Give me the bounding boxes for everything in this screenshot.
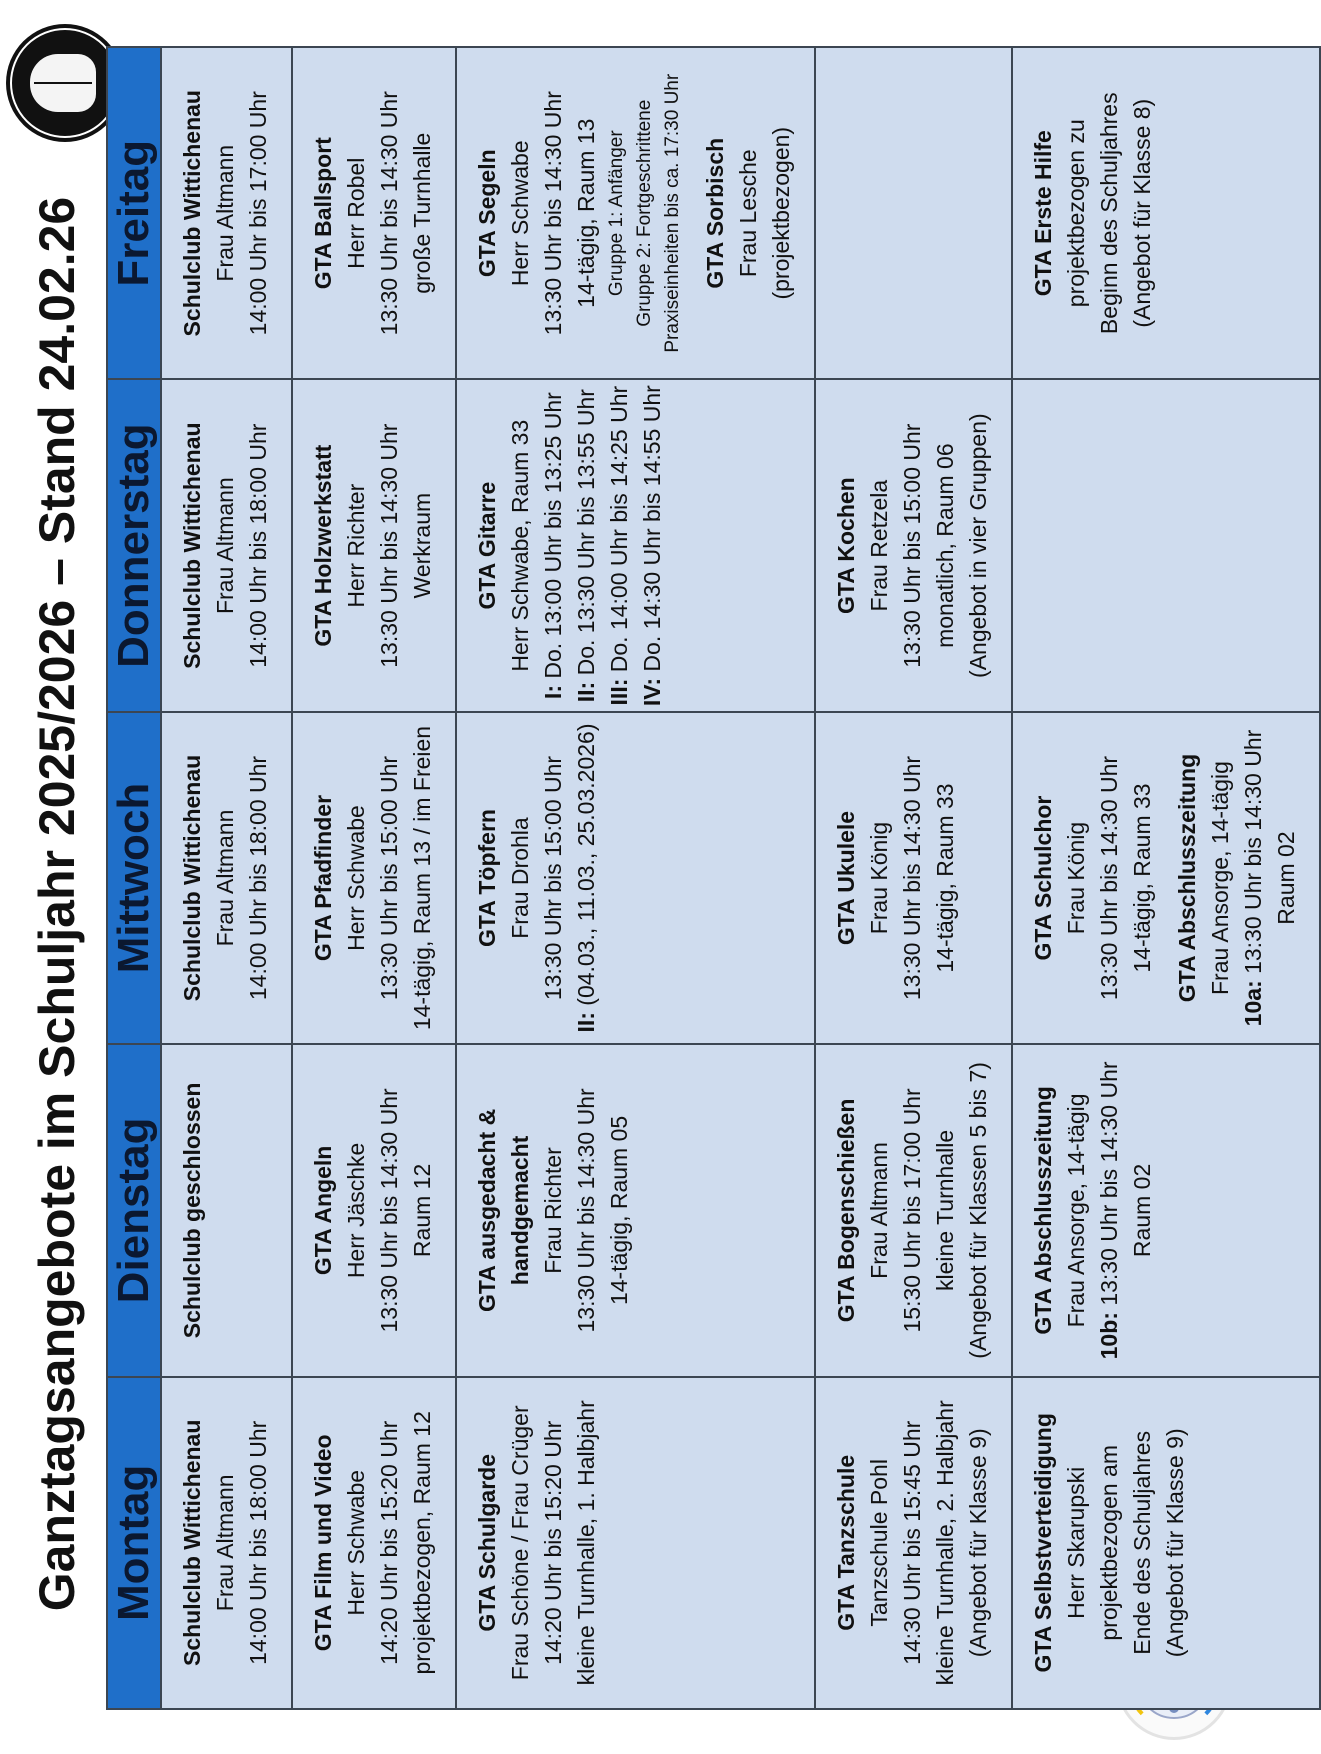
schedule-cell [815, 1044, 1012, 1376]
activity-detail: 14:00 Uhr bis 17:00 Uhr [245, 91, 271, 336]
activity-detail: monatlich, Raum 06 [932, 443, 958, 648]
activity-entry [471, 382, 669, 708]
activity-detail: Herr Schwabe [343, 1469, 369, 1616]
activity-title: GTA Schulchor [1030, 795, 1056, 961]
schedule-cell [292, 379, 456, 711]
activity-title: GTA Pfadfinder [310, 794, 336, 962]
activity-title: GTA Segeln [474, 149, 500, 278]
activity-title: Schulclub Wittichenau [179, 1419, 205, 1667]
schedule-cell [456, 712, 815, 1044]
group-time: (04.03., 11.03., 25.03.2026) [573, 723, 599, 1013]
activity-note: Praxiseinheiten bis ca. 17:30 Uhr [662, 73, 683, 353]
activity-detail: Herr Robel [343, 157, 369, 269]
activity-detail: 13:30 Uhr bis 14:30 Uhr [573, 1088, 599, 1333]
group-time: 13:30 Uhr bis 14:30 Uhr [1096, 1061, 1122, 1313]
activity-detail: Raum 12 [409, 1163, 435, 1258]
schedule-cell [161, 1044, 292, 1376]
activity-entry [1027, 50, 1159, 376]
activity-entry [1027, 715, 1159, 1041]
activity-title: GTA Bogenschießen [833, 1098, 859, 1323]
activity-title: GTA Film und Video [310, 1434, 336, 1652]
activity-detail: Frau Lesche [735, 149, 761, 278]
activity-detail: 13:30 Uhr bis 15:00 Uhr [899, 423, 925, 668]
activity-detail: Frau Ansorge, 14-tägig [1063, 1093, 1089, 1328]
activity-entry [307, 382, 439, 708]
activity-entry [307, 50, 439, 376]
activity-title: GTA Kochen [833, 477, 859, 614]
schedule-line [570, 382, 603, 708]
activity-title: GTA Ballsport [310, 137, 336, 290]
activity-detail: 13:30 Uhr bis 14:30 Uhr [1096, 755, 1122, 1001]
schedule-cell [161, 379, 292, 711]
group-time: Do. 13:30 Uhr bis 13:55 Uhr [573, 389, 599, 682]
schedule-cell [1012, 1044, 1320, 1376]
activity-detail: Frau Retzela [866, 479, 892, 612]
schedule-cell [1012, 712, 1320, 1044]
activity-detail: Frau Richter [540, 1147, 566, 1274]
activity-detail: 15:30 Uhr bis 17:00 Uhr [899, 1088, 925, 1333]
table-row [1012, 47, 1320, 1709]
activity-entry [176, 715, 275, 1041]
activity-title: GTA Angeln [310, 1145, 336, 1276]
activity-title: GTA Tanzschule [833, 1454, 859, 1631]
timetable-body [161, 47, 1320, 1709]
day-header-tuesday: Dienstag [107, 1044, 161, 1376]
activity-detail: Raum 02 [1273, 831, 1299, 925]
day-header-monday: Montag [107, 1377, 161, 1709]
schedule-line [537, 382, 570, 708]
activity-detail: (Angebot für Klasse 9) [1162, 1428, 1188, 1658]
schedule-cell [161, 712, 292, 1044]
activity-detail: Frau Altmann [866, 1142, 892, 1279]
activity-title: GTA Schulgarde [474, 1453, 500, 1632]
activity-detail: kleine Turnhalle, 2. Halbjahr [932, 1400, 958, 1686]
activity-detail: (Angebot für Klasse 8) [1129, 98, 1155, 328]
activity-detail: 13:30 Uhr bis 14:30 Uhr [376, 91, 402, 336]
activity-title: GTA Abschlusszeitung [1030, 1086, 1056, 1335]
activity-detail: Herr Schwabe, Raum 33 [507, 419, 533, 672]
activity-entry [307, 1047, 439, 1373]
table-row [456, 47, 815, 1709]
activity-title: GTA Sorbisch [702, 137, 728, 289]
schedule-cell [1012, 47, 1320, 379]
activity-detail: projektbezogen am [1096, 1445, 1122, 1641]
activity-detail: 14:30 Uhr bis 15:45 Uhr [899, 1420, 925, 1665]
schedule-line [603, 382, 636, 708]
activity-entry [307, 1380, 439, 1706]
activity-entry [176, 1380, 275, 1706]
schedule-cell [815, 712, 1012, 1044]
activity-detail: Herr Skarupski [1063, 1466, 1089, 1619]
activity-detail: 14:00 Uhr bis 18:00 Uhr [245, 755, 271, 1001]
activity-title: GTA Erste Hilfe [1030, 130, 1056, 297]
empty-cell [1012, 379, 1320, 711]
activity-detail: Herr Jäschke [343, 1142, 369, 1279]
activity-detail: Raum 02 [1129, 1163, 1155, 1258]
activity-entry [471, 1047, 636, 1373]
activity-detail: Frau Drohla [507, 817, 533, 939]
page-title: Ganztagsangebote im Schuljahr 2025/2026 – Stand 24.02.26 [29, 196, 85, 1612]
activity-entry [471, 1380, 603, 1706]
schedule-cell [456, 1044, 815, 1376]
activity-entry [830, 1380, 995, 1706]
activity-detail: Frau Altmann [212, 1474, 238, 1612]
activity-detail: Frau Ansorge, 14-tägig [1207, 761, 1233, 996]
activity-detail: 13:30 Uhr bis 15:00 Uhr [540, 755, 566, 1001]
activity-detail: Beginn des Schuljahres [1096, 92, 1122, 335]
activity-detail: Tanzschule Pohl [866, 1459, 892, 1627]
activity-detail: projektbezogen zu [1063, 119, 1089, 308]
activity-detail: 14-tägig, Raum 33 [1129, 783, 1155, 973]
activity-detail: 13:30 Uhr bis 14:30 Uhr [899, 755, 925, 1001]
group-tag: I: [540, 685, 566, 700]
activity-entry [176, 382, 275, 708]
group-tag: IV: [639, 677, 665, 707]
activity-detail: Frau Altmann [212, 144, 238, 282]
activity-detail: 13:30 Uhr bis 14:30 Uhr [376, 1088, 402, 1333]
activity-detail: Herr Schwabe [343, 805, 369, 951]
activity-detail: Ende des Schuljahres [1129, 1430, 1155, 1655]
activity-detail: (Angebot für Klasse 9) [965, 1428, 991, 1658]
activity-title: Schulclub Wittichenau [179, 754, 205, 1002]
activity-title: Schulclub geschlossen [179, 1082, 205, 1339]
activity-detail: Frau Altmann [212, 477, 238, 615]
activity-detail: 13:30 Uhr bis 14:30 Uhr [376, 423, 402, 668]
activity-detail: Frau König [866, 821, 892, 935]
schedule-cell [1012, 1377, 1320, 1709]
activity-detail: 14-tägig, Raum 13 / im Freien [409, 725, 435, 1031]
timetable [106, 46, 1321, 1710]
activity-detail: kleine Turnhalle, 1. Halbjahr [573, 1400, 599, 1686]
activity-title: Schulclub Wittichenau [179, 90, 205, 337]
activity-title: GTA Töpfern [474, 809, 500, 948]
table-row [161, 47, 292, 1709]
activity-entry [471, 50, 687, 376]
schedule-cell [292, 1044, 456, 1376]
table-row [815, 47, 1012, 1709]
activity-detail: 14:00 Uhr bis 18:00 Uhr [245, 423, 271, 668]
activity-title: GTA Ukulele [833, 810, 859, 946]
activity-entry [1027, 1047, 1159, 1373]
group-time: Do. 14:00 Uhr bis 14:25 Uhr [606, 385, 632, 679]
group-tag: II: [573, 681, 599, 703]
schedule-cell [292, 47, 456, 379]
activity-detail: kleine Turnhalle [932, 1129, 958, 1291]
activity-title: GTA Holzwerkstatt [310, 444, 336, 647]
schedule-cell [292, 1377, 456, 1709]
activity-detail: Frau Altmann [212, 809, 238, 947]
activity-detail: 13:30 Uhr bis 14:30 Uhr [540, 91, 566, 336]
activity-title: GTA Abschlusszeitung [1174, 753, 1200, 1003]
activity-entry [830, 1047, 995, 1373]
activity-detail: 14-tägig, Raum 33 [932, 783, 958, 973]
group-tag: III: [606, 678, 632, 706]
schedule-cell [456, 1377, 815, 1709]
schedule-cell [292, 712, 456, 1044]
empty-cell [815, 47, 1012, 379]
activity-title: GTA ausgedacht & handgemacht [474, 1108, 533, 1313]
activity-entry [699, 50, 798, 376]
activity-entry [176, 1047, 209, 1373]
group-tag: II: [573, 1012, 599, 1033]
schedule-line [1237, 715, 1270, 1041]
day-header-row [107, 47, 161, 1709]
activity-title: Schulclub Wittichenau [179, 422, 205, 669]
activity-title: GTA Gitarre [474, 481, 500, 610]
activity-detail: projektbezogen, Raum 12 [409, 1411, 435, 1675]
activity-detail: 14:00 Uhr bis 18:00 Uhr [245, 1420, 271, 1665]
activity-note: Gruppe 1: Anfänger [606, 130, 627, 297]
schedule-line [1093, 1047, 1126, 1373]
activity-entry [471, 715, 603, 1041]
activity-detail: 14:20 Uhr bis 15:20 Uhr [540, 1420, 566, 1665]
activity-detail: 14:20 Uhr bis 15:20 Uhr [376, 1420, 402, 1665]
schedule-line [636, 382, 669, 708]
group-tag: 10b: [1096, 1312, 1122, 1360]
activity-detail: Werkraum [409, 492, 435, 599]
group-time: Do. 13:00 Uhr bis 13:25 Uhr [540, 392, 566, 685]
activity-entry [1027, 1380, 1192, 1706]
activity-detail: 13:30 Uhr bis 15:00 Uhr [376, 755, 402, 1001]
activity-entry [1171, 715, 1303, 1041]
schedule-cell [161, 1377, 292, 1709]
table-row [292, 47, 456, 1709]
activity-entry [176, 50, 275, 376]
day-header-thursday: Donnerstag [107, 379, 161, 711]
activity-entry [307, 715, 439, 1041]
activity-note: Gruppe 2: Fortgeschrittene [634, 99, 655, 327]
activity-detail: (Angebot in vier Gruppen) [965, 413, 991, 678]
activity-entry [830, 382, 995, 708]
activity-detail: (Angebot für Klassen 5 bis 7) [965, 1062, 991, 1359]
activity-entry [830, 715, 962, 1041]
activity-detail: (projektbezogen) [768, 126, 794, 300]
activity-detail: Herr Richter [343, 483, 369, 608]
group-time: 13:30 Uhr bis 14:30 Uhr [1240, 729, 1266, 981]
group-time: Do. 14:30 Uhr bis 14:55 Uhr [639, 385, 665, 678]
activity-detail: 14-tägig, Raum 05 [606, 1115, 632, 1306]
activity-detail: Frau Schöne / Frau Crüger [507, 1405, 533, 1681]
schedule-cell [815, 1377, 1012, 1709]
activity-title: GTA Selbstverteidigung [1030, 1413, 1056, 1673]
schedule-cell [161, 47, 292, 379]
day-header-friday: Freitag [107, 47, 161, 379]
schedule-line [570, 715, 603, 1041]
activity-detail: Herr Schwabe [507, 140, 533, 287]
day-header-wednesday: Mittwoch [107, 712, 161, 1044]
schedule-cell [456, 379, 815, 711]
schedule-cell [456, 47, 815, 379]
activity-detail: 14-tägig, Raum 13 [573, 118, 599, 308]
activity-detail: große Turnhalle [409, 132, 435, 294]
schedule-cell [815, 379, 1012, 711]
activity-detail: Frau König [1063, 821, 1089, 935]
group-tag: 10a: [1240, 980, 1266, 1027]
